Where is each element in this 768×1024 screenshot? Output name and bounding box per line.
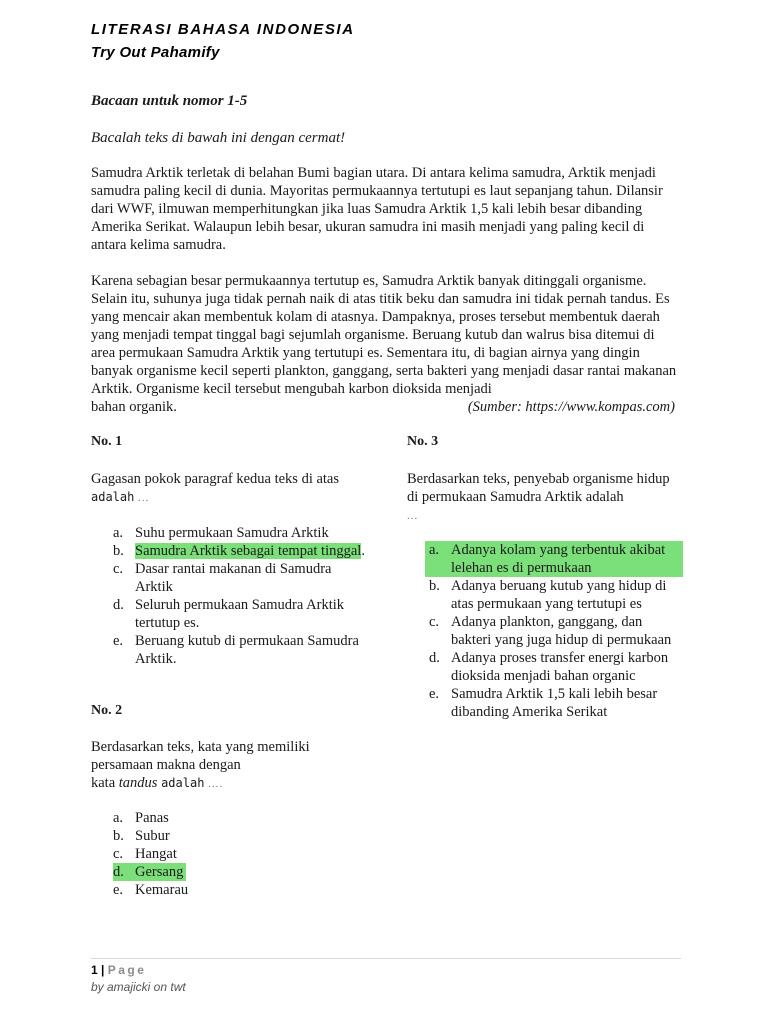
document-subtitle: Try Out Pahamify [91,44,220,61]
passage-paragraph-2: Karena sebagian besar permukaannya tertutup es, Samudra Arktik banyak ditinggali organisme. Selain itu, suhunya juga tidak pernah naik di atas titik beku dan samudra ini tidak pernah tandus. Es yang mencair akan membentuk kolam di atasnya. Dampaknya, proses tersebut membentuk daerah yang menjadi tempat tinggal bagi sejumlah organisme. Beruang kutub dan walrus bisa ditemui di area permukaan Samudra Arktik yang tertutupi es. Sementara itu, di bagian airnya yang dingin banyak organisme kecil seperti plankton, ganggang, serta bakteri yang menjadi dasar rantai makanan Arktik. Organisme kecil tersebut mengubah karbon dioksida menjadi [91,273,677,397]
question-3-number: No. 3 [407,434,439,449]
passage-paragraph-1: Samudra Arktik terletak di belahan Bumi bagian utara. Di antara kelima samudra, Arktik menjadi samudra paling kecil di dunia. Mayoritas permukaannya tertutupi es laut sepanjang tahun. Dilansir dari WWF, ilmuwan memperhitungkan jika luas Samudra Arktik 1,5 kali lebih besar dibanding Amerika Serikat. Walaupun lebih besar, ukuran samudra ini masih menjadi yang paling kecil di antara kelima samudra. [91,165,663,253]
question-3-dots: ... [407,510,419,522]
page-label: Page [107,963,147,977]
question-1-adalah: adalah [91,490,135,504]
document-title: LITERASI BAHASA INDONESIA [91,21,355,38]
question-2-option-a[interactable]: a. Panas [113,810,169,826]
answer-highlight: Samudra Arktik sebagai tempat tinggal [135,543,362,559]
question-3-option-b[interactable]: b. Adanya beruang kutub yang hidup di atas permukaan yang tertutupi es [429,578,667,612]
question-1-text [91,470,371,507]
reading-instruction: Bacalah teks di bawah ini dengan cermat! [91,130,346,146]
reading-heading: Bacaan untuk nomor 1-5 [91,93,248,109]
question-3-option-a[interactable]: a. Adanya kolam yang terbentuk akibat lelehan es di permukaan [407,541,683,577]
question-3-option-e[interactable]: e. Samudra Arktik 1,5 kali lebih besar dibanding Amerika Serikat [429,686,658,720]
question-3-text [407,470,682,525]
question-2-option-b[interactable]: b. Subur [113,828,170,844]
page-number: 1 [91,963,98,977]
question-1-stem: Gagasan pokok paragraf kedua teks di atas [91,471,340,487]
question-3-option-c[interactable]: c. Adanya plankton, ganggang, dan bakteri yang juga hidup di permukaan [429,614,672,648]
question-2-number: No. 2 [91,703,123,718]
question-1-option-a[interactable]: a. Suhu permukaan Samudra Arktik [113,525,329,541]
page-footer: 1 | Page [91,963,147,977]
question-1-options [91,524,371,668]
footer-divider [91,958,681,959]
question-3-option-d[interactable]: d. Adanya proses transfer energi karbon dioksida menjadi bahan organic [429,650,669,684]
question-1-option-c[interactable]: c. Dasar rantai makanan di Samudra Arktik [113,561,332,595]
question-3-options [407,541,683,721]
question-2-text: Berdasarkan teks, kata yang memiliki persamaan makna dengan kata tandus adalah .... [91,739,310,791]
question-2-keyword: tandus [118,775,158,791]
passage-paragraph-2-end: bahan organik. [91,399,177,415]
question-1-dots: ... [137,492,150,504]
question-2-option-d[interactable]: d. Gersang [91,863,371,881]
question-1-option-e[interactable]: e. Beruang kutub di permukaan Samudra Arktik. [113,633,359,667]
question-1-number: No. 1 [91,434,123,449]
question-2-option-c[interactable]: c. Hangat [113,846,177,862]
question-1-option-b[interactable]: b. Samudra Arktik sebagai tempat tinggal. [113,543,365,559]
question-2-option-e[interactable]: e. Kemarau [113,882,189,898]
question-2-stem: Berdasarkan teks, kata yang memiliki persamaan makna dengan [91,739,310,773]
source-citation: (Sumber: https://www.kompas.com) [467,399,675,415]
passage-source-line [91,398,675,416]
question-3-stem: Berdasarkan teks, penyebab organisme hidup di permukaan Samudra Arktik adalah [407,471,670,505]
question-1-option-d[interactable]: d. Seluruh permukaan Samudra Arktik tertutup es. [113,597,344,631]
footer-credit: by amajicki on twt [91,980,186,994]
question-2-options [91,809,371,899]
